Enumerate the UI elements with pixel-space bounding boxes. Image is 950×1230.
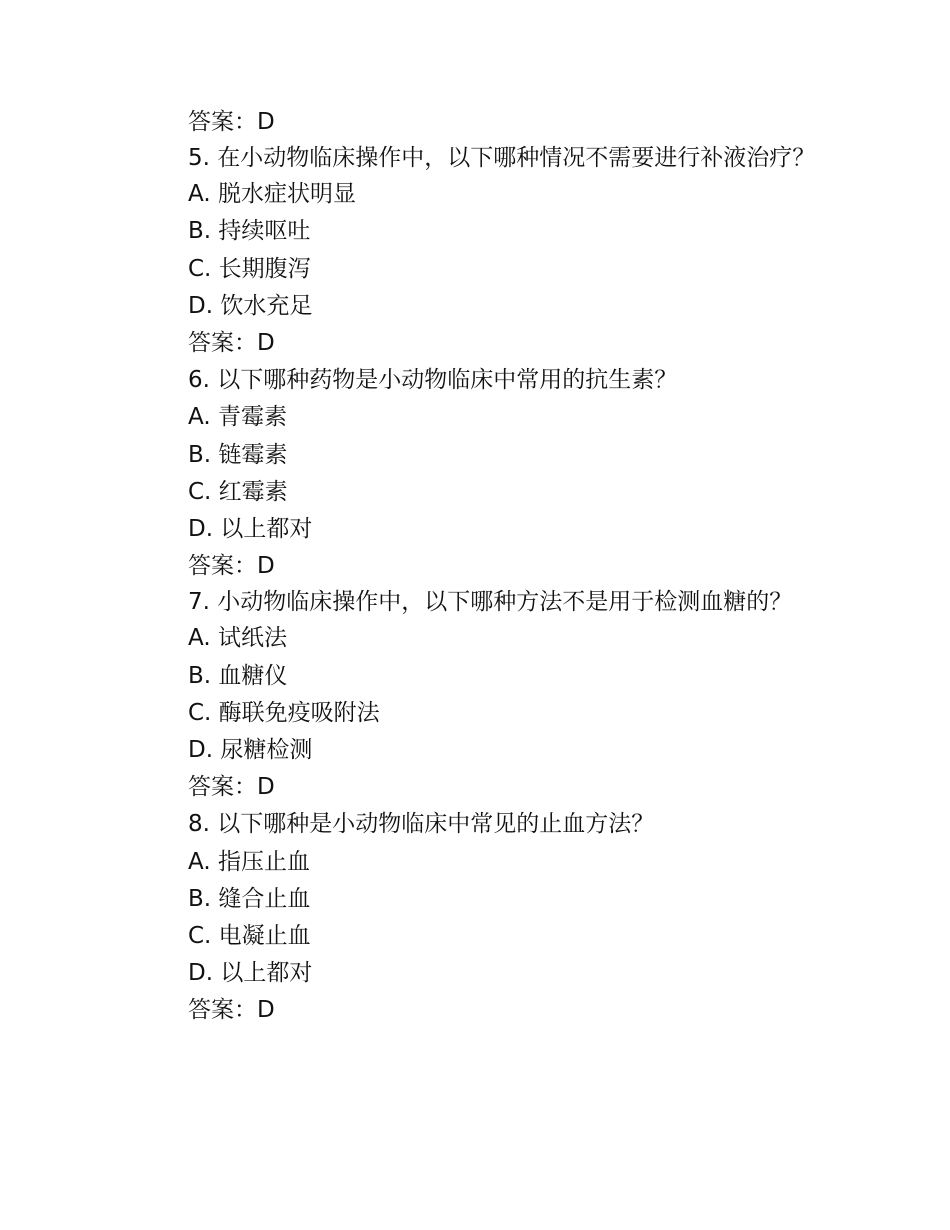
question-5-text: 5. 在小动物临床操作中，以下哪种情况不需要进行补液治疗？ bbox=[188, 145, 816, 172]
question-5-answer: 答案：D bbox=[188, 330, 275, 357]
question-5-option-a: A. 脱水症状明显 bbox=[188, 181, 356, 208]
question-7-option-d: D. 尿糖检测 bbox=[188, 737, 313, 764]
question-8-option-c: C. 电凝止血 bbox=[188, 923, 311, 950]
question-6-option-c: C. 红霉素 bbox=[188, 478, 288, 505]
question-6-option-d: D. 以上都对 bbox=[188, 516, 313, 543]
question-6-answer: 答案：D bbox=[188, 553, 275, 580]
question-8-option-a: A. 指压止血 bbox=[188, 848, 310, 875]
question-8-option-b: B. 缝合止血 bbox=[188, 885, 311, 912]
question-5-option-d: D. 饮水充足 bbox=[188, 292, 313, 319]
question-6-option-b: B. 链霉素 bbox=[188, 441, 288, 468]
question-7-text: 7. 小动物临床操作中，以下哪种方法不是用于检测血糖的？ bbox=[188, 589, 793, 616]
question-7-option-b: B. 血糖仪 bbox=[188, 662, 288, 689]
question-8-option-d: D. 以上都对 bbox=[188, 960, 313, 987]
question-8-answer: 答案：D bbox=[188, 997, 275, 1024]
question-6-option-a: A. 青霉素 bbox=[188, 404, 287, 431]
question-7-answer: 答案：D bbox=[188, 774, 275, 801]
answer-line: 答案：D bbox=[188, 109, 275, 135]
question-5-option-c: C. 长期腹泻 bbox=[188, 255, 311, 282]
question-8-text: 8. 以下哪种是小动物临床中常见的止血方法？ bbox=[188, 811, 655, 838]
question-7-option-a: A. 试纸法 bbox=[188, 625, 287, 652]
question-list bbox=[140, 104, 840, 1030]
question-7-option-c: C. 酶联免疫吸附法 bbox=[188, 699, 380, 726]
question-5-option-b: B. 持续呕吐 bbox=[188, 218, 311, 245]
question-6-text: 6. 以下哪种药物是小动物临床中常用的抗生素？ bbox=[188, 367, 678, 394]
